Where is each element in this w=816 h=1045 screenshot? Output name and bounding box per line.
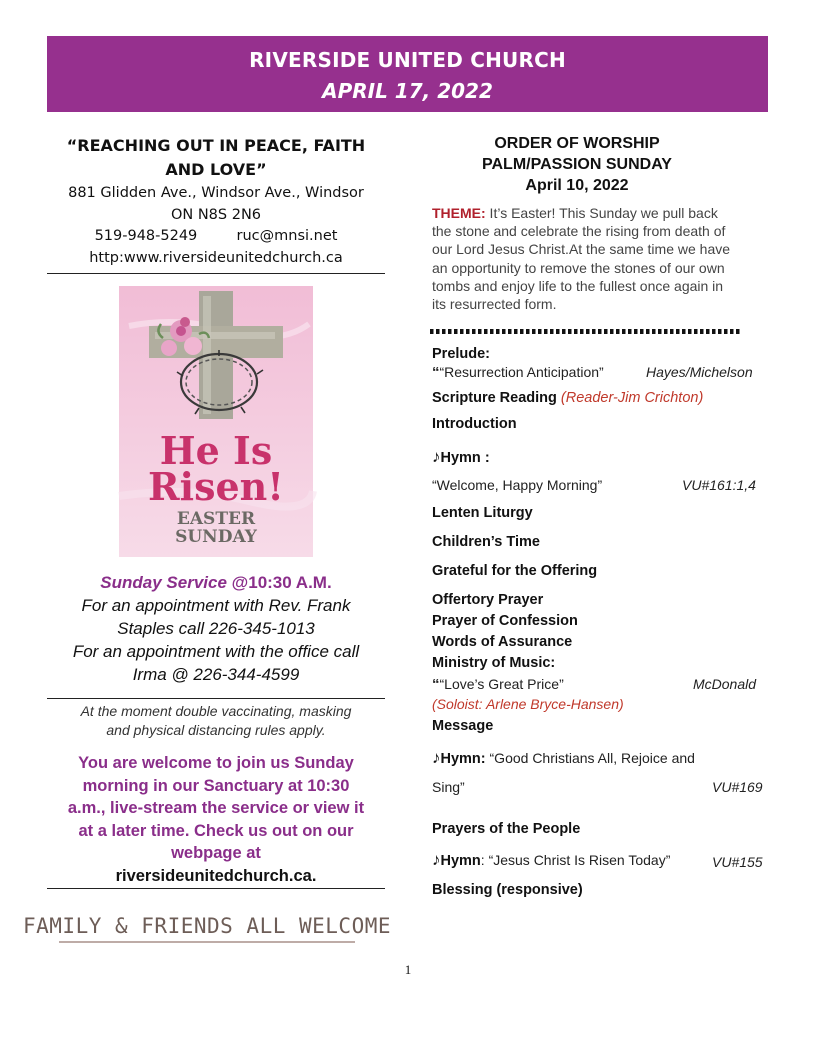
divider — [47, 698, 385, 699]
service-time: @10:30 A.M. — [231, 573, 332, 592]
hymn-1-ref: VU#161:1,4 — [682, 477, 756, 493]
poster-subtitle-line: SUNDAY — [175, 527, 257, 547]
hymn-2-ref: VU#169 — [712, 779, 763, 795]
church-name: RIVERSIDE UNITED CHURCH — [249, 48, 566, 72]
message: Message — [432, 718, 494, 734]
contact-line — [47, 226, 385, 248]
phone-number: 519-948-5249 — [94, 228, 198, 244]
blessing: Blessing (responsive) — [432, 882, 583, 898]
order-title: ORDER OF WORSHIP — [494, 135, 660, 152]
order-date: April 10, 2022 — [525, 177, 629, 194]
appointment-line: Irma @ 226-344-4599 — [132, 665, 300, 684]
website-link[interactable]: http:www.riversideunitedchurch.ca — [89, 249, 343, 266]
church-motto: “REACHING OUT IN PEACE, FAITH AND LOVE” — [66, 136, 366, 179]
appointment-line: Staples call 226-345-1013 — [117, 619, 315, 638]
theme-label: THEME: — [432, 205, 486, 221]
prayer-of-confession: Prayer of Confession — [432, 613, 578, 629]
hymn-3: ♪Hymn: “Jesus Christ Is Risen Today” — [432, 850, 671, 869]
prelude-composer: Hayes/Michelson — [646, 364, 753, 380]
music-note-icon: ♪ — [432, 748, 441, 767]
poster-title-line: Risen! — [148, 464, 284, 509]
poster-title-line: He Is — [159, 428, 273, 473]
grateful-offering: Grateful for the Offering — [432, 563, 598, 579]
hymn-1: ♪Hymn : — [432, 447, 490, 466]
divider — [47, 273, 385, 274]
hymn-1-title: “Welcome, Happy Morning” — [432, 477, 603, 493]
bulletin-date: APRIL 17, 2022 — [322, 79, 493, 103]
header-banner — [47, 36, 768, 112]
prelude-piece: ““Resurrection Anticipation” — [432, 364, 604, 381]
theme-paragraph: THEME: It’s Easter! This Sunday we pull back the stone and celebrate the rising from death of our Lord Jesus Christ.At the same time we have an opportunity to remove the stones of our own tombs and enjoy life to the fullest once again in its resurrected form. — [432, 205, 731, 313]
address-line: 881 Glidden Ave., Windsor Ave., Windsor — [68, 185, 364, 201]
ministry-of-music: Ministry of Music: — [432, 655, 556, 671]
website-link[interactable]: riversideunitedchurch.ca. — [115, 866, 317, 885]
introduction: Introduction — [432, 416, 517, 432]
scripture-reading: Scripture Reading (Reader-Jim Crichton) — [432, 390, 704, 406]
cross-icon — [119, 286, 313, 557]
order-of-worship-header — [432, 133, 722, 196]
church-address — [47, 183, 385, 269]
music-note-icon: ♪ — [432, 850, 441, 869]
divider — [47, 888, 385, 889]
ministry-soloist: (Soloist: Arlene Bryce-Hansen) — [432, 696, 624, 712]
music-note-icon: ♪ — [432, 447, 441, 466]
poster-subtitle-line: EASTER — [176, 509, 256, 529]
prayers-of-the-people: Prayers of the People — [432, 821, 581, 837]
order-subtitle: PALM/PASSION SUNDAY — [482, 156, 672, 173]
words-of-assurance: Words of Assurance — [432, 634, 573, 650]
dotted-divider — [430, 329, 740, 334]
prelude-label: Prelude: — [432, 346, 491, 362]
family-friends-banner — [22, 906, 392, 943]
appointment-line: For an appointment with Rev. Frank — [81, 596, 351, 615]
hymn-2-title: Sing” — [432, 779, 465, 795]
easter-poster-image — [119, 286, 313, 557]
offertory-prayer: Offertory Prayer — [432, 592, 544, 608]
email-address[interactable]: ruc@mnsi.net — [236, 228, 338, 244]
lenten-liturgy: Lenten Liturgy — [432, 505, 533, 521]
address-line: ON N8S 2N6 — [170, 206, 262, 223]
covid-note: At the moment double vaccinating, masking and physical distancing rules apply. — [80, 703, 352, 738]
ministry-piece: ““Love’s Great Price” — [432, 676, 564, 693]
service-label: Sunday Service — [100, 573, 227, 592]
service-info — [47, 571, 385, 686]
hymn-2: ♪Hymn: “Good Christians All, Rejoice and — [432, 748, 695, 767]
ministry-composer: McDonald — [693, 676, 757, 692]
appointment-line: For an appointment with the office call — [72, 642, 360, 661]
welcome-message: You are welcome to join us Sunday morning in our Sanctuary at 10:30 a.m., live-stream the service or view it at a later time. Check us out on our webpage at riversideunitedchurch.ca. — [47, 752, 385, 887]
hymn-3-ref: VU#155 — [712, 854, 763, 870]
scripture-reader: (Reader-Jim Crichton) — [560, 390, 704, 406]
page-number: 1 — [404, 962, 412, 977]
childrens-time: Children’s Time — [432, 534, 540, 550]
family-banner-text: FAMILY & FRIENDS ALL WELCOME — [22, 914, 392, 938]
